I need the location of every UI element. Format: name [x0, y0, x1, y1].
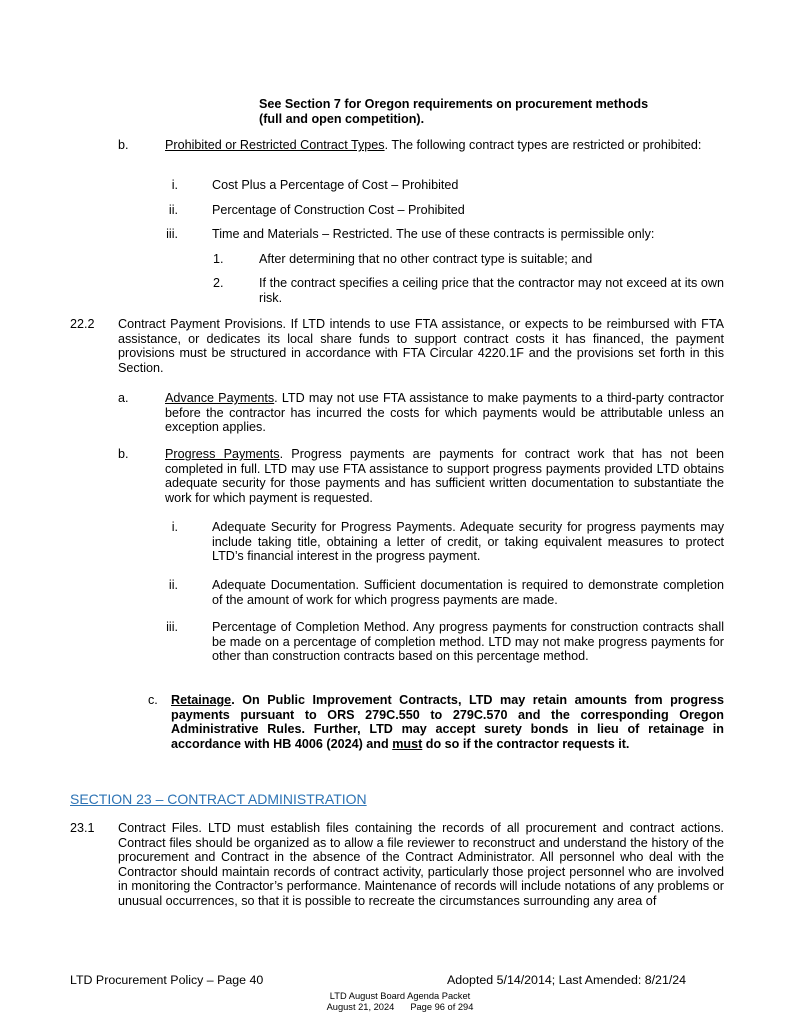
retainage-heading: Retainage	[171, 693, 232, 707]
item-b-text: . The following contract types are restricted or prohibited:	[384, 138, 702, 152]
progress-item-label: iii.	[166, 620, 178, 634]
item-b-paragraph	[165, 138, 724, 153]
advance-payments-label: a.	[118, 391, 129, 405]
footer-adopted-date: Adopted 5/14/2014; Last Amended: 8/21/24	[447, 973, 687, 987]
procurement-note-line2: (full and open competition).	[259, 111, 425, 126]
footer-packet-date: August 21, 2024	[326, 1002, 395, 1012]
progress-item: Percentage of Completion Method. Any progress payments for construction contracts shall be made on a percentage of completion method. LTD may not make progress payments for other than construction contracts based on this percentage method.	[212, 620, 724, 664]
progress-payments-heading: Progress Payments	[165, 447, 280, 461]
retainage-text: . On Public Improvement Contracts, LTD may retain amounts from progress payments pursuant to ORS 279C.550 to 279C.570 and the corresponding Oregon Administrative Rules. Further, LTD may accept surety bonds in lieu of retainage in accordance with HB 4006 (2024) and	[171, 693, 724, 751]
progress-item-label: ii.	[168, 578, 178, 592]
retainage-paragraph	[171, 693, 724, 751]
advance-payments-heading: Advance Payments	[165, 391, 275, 405]
progress-item: Adequate Documentation. Sufficient documentation is required to demonstrate completion of the amount of work for which progress payments are made.	[212, 578, 724, 607]
procurement-note	[259, 97, 729, 126]
footer-policy-page: LTD Procurement Policy – Page 40	[70, 973, 264, 987]
progress-item: Adequate Security for Progress Payments. Adequate security for progress payments may include taking title, obtaining a letter of credit, or taking equivalent measures to protect LTD’s financial interest in the progress payment.	[212, 520, 724, 564]
section-22-2-number: 22.2	[70, 317, 95, 331]
progress-item-label: i.	[171, 520, 178, 534]
section-23-heading-link[interactable]: SECTION 23 – CONTRACT ADMINISTRATION	[70, 791, 367, 807]
advance-payments-paragraph	[165, 391, 724, 435]
tm-condition-label: 1.	[213, 252, 224, 266]
contract-type-label: ii.	[168, 203, 178, 217]
progress-payments-label: b.	[118, 447, 129, 461]
tm-condition-item: After determining that no other contract type is suitable; and	[259, 252, 593, 266]
tm-condition-item: If the contract specifies a ceiling price that the contractor may not exceed at its own risk.	[259, 276, 724, 305]
footer-packet-page: Page 96 of 294	[410, 1002, 474, 1012]
contract-type-item: Time and Materials – Restricted. The use of these contracts is permissible only:	[212, 227, 655, 241]
contract-type-label: i.	[171, 178, 178, 192]
retainage-text-end: do so if the contractor requests it.	[422, 736, 630, 751]
retainage-must: must	[392, 736, 423, 751]
item-b-label: b.	[118, 138, 129, 152]
procurement-note-line1: See Section 7 for Oregon requirements on procurement methods	[259, 97, 649, 111]
contract-type-item: Cost Plus a Percentage of Cost – Prohibited	[212, 178, 459, 192]
retainage-label: c.	[148, 693, 158, 707]
section-23-1-text: Contract Files. LTD must establish files containing the records of all procurement and contract actions. Contract files should be organized as to allow a file reviewer to reconstruct and understand the history of the procurement and Contract in the absence of the Contract Administrator. All personnel who deal with the Contractor should maintain records of contract activity, particularly those project personnel who are involved in monitoring the Contractor’s performance. Maintenance of records will include notations of any problems or unusual occurrences, so that it is possible to recreate the circumstances surrounding any area of	[118, 821, 724, 908]
item-b-heading: Prohibited or Restricted Contract Types	[165, 138, 385, 152]
progress-payments-paragraph	[165, 447, 724, 505]
section-22-2-text: Contract Payment Provisions. If LTD intends to use FTA assistance, or expects to be reimbursed with FTA assistance, or dedicates its local share funds to support contract costs it has financed, the payment provisions must be structured in accordance with FTA Circular 4220.1F and the provisions set forth in this Section.	[118, 317, 724, 375]
contract-type-item: Percentage of Construction Cost – Prohibited	[212, 203, 465, 217]
footer-packet-info	[0, 1002, 800, 1013]
tm-condition-label: 2.	[213, 276, 224, 290]
contract-type-label: iii.	[166, 227, 178, 241]
section-23-1-number: 23.1	[70, 821, 95, 835]
footer-packet-title: LTD August Board Agenda Packet	[329, 991, 471, 1001]
progress-payments-text: . Progress payments are payments for contract work that has not been completed in full. LTD may use FTA assistance to support progress payments provided LTD obtains adequate security for those payments and has sufficient written documentation to substantiate the work for which payment is requested.	[165, 447, 724, 505]
advance-payments-text: . LTD may not use FTA assistance to make payments to a third-party contractor before the contractor has incurred the costs for which payments would be attributable unless an exception applies.	[165, 391, 724, 435]
